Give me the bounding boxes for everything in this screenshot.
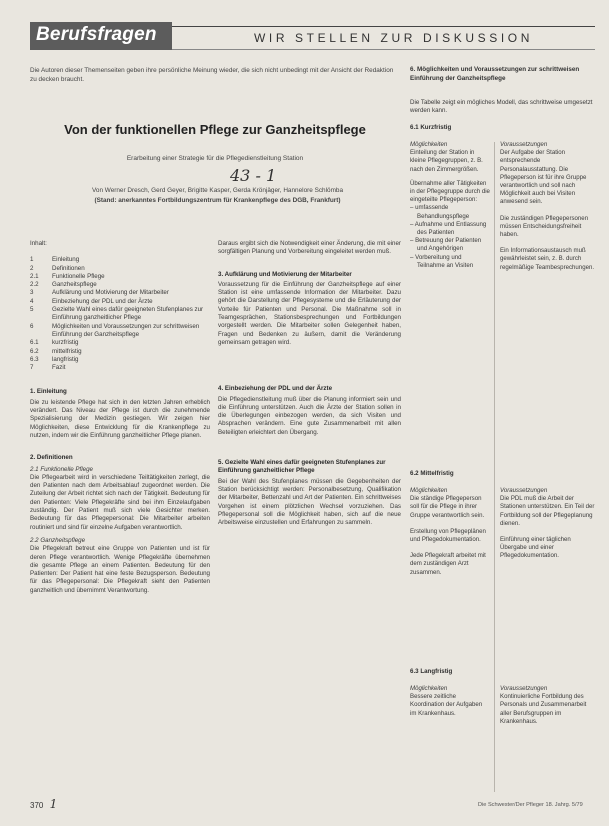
s62-heading: 6.2 Mittelfristig	[410, 470, 454, 477]
s4-text: Die Pflegedienstleitung muß über die Planung informiert sein und die Einführung unterstützen. Auch die Ärzte der Station sollen in die Überlegungen einbezogen werden, da sich Visiten und Absprachen verändern. Eine gute Zusammenarbeit mit allen Beteiligten erleichtert den Übergang.	[218, 395, 401, 436]
s63-left-text: Bessere zeitliche Koordination der Aufgaben im Krankenhaus.	[410, 693, 483, 717]
toc-item-title: Einbeziehung der PDL und der Ärzte	[52, 297, 153, 305]
s22-text: Die Pflegekraft betreut eine Gruppe von Patienten und ist für deren Pflege verantwortlich. Wenige Pflegekräfte übernehmen die gesamte Pflege an einem Patienten. Bedeutung für den Patienten: Der Patient hat eine feste Bezugsperson. Bedeutung für das Pflegepersonal: Die Pflegekraft sieht den Patienten ganzheitlich und übernimmt Verantwortung.	[30, 545, 210, 594]
s62-right-sub: Voraussetzungen	[500, 487, 548, 494]
s2-heading: 2. Definitionen	[30, 454, 73, 462]
journal-citation: Die Schwester/Der Pfleger 18. Jahrg. 5/79	[478, 802, 583, 808]
s61-right-text: Der Aufgabe der Station entsprechende Personalausstattung. Die Pflegeperson ist für ihre Gruppe verantwortlich und soll nach Möglichkeit auch bei Visiten anwesend sein.	[500, 149, 587, 206]
toc-item	[30, 298, 210, 306]
article-subtitle: Erarbeitung einer Strategie für die Pflegedienstleitung Station	[126, 155, 304, 162]
s63-heading: 6.3 Langfristig	[410, 668, 453, 675]
toc-item	[30, 348, 210, 356]
s5-heading: 5. Gezielte Wahl eines dafür geeigneten Stufenplanes zur Einführung ganzheitlicher Pflege	[218, 459, 386, 475]
toc-item-title: Funktionelle Pflege	[52, 272, 105, 280]
toc-item-number: 5	[30, 306, 34, 314]
toc-item-number: 1	[30, 256, 34, 264]
toc-item	[30, 256, 210, 264]
series-title: WIR STELLEN ZUR DISKUSSION	[254, 31, 533, 45]
toc-item-number: 6.2	[30, 347, 39, 355]
authors-block	[30, 186, 405, 206]
toc-item-title: mittelfristig	[52, 347, 82, 355]
s61-right	[500, 138, 596, 272]
s1-heading: 1. Einleitung	[30, 388, 67, 396]
s62-right-text: Die PDL muß die Arbeit der Stationen unterstützen. Ein Teil der Fortbildung soll der Pflegeplanung dienen.	[500, 495, 595, 527]
toc-item-title: langfristig	[52, 355, 79, 363]
toc-item	[30, 306, 210, 323]
toc-item-title: Gezielte Wahl eines dafür geeigneten Stufenplanes zur Einführung ganzheitlicher Pflege	[52, 306, 204, 322]
s62-left	[410, 484, 490, 577]
s6-intro: Die Tabelle zeigt ein mögliches Modell, das schrittweise umgesetzt werden kann.	[410, 99, 593, 115]
toc-item	[30, 323, 210, 340]
s3-heading: 3. Aufklärung und Motivierung der Mitarbeiter	[218, 270, 352, 278]
toc-item-number: 4	[30, 297, 34, 305]
s63-right-sub: Voraussetzungen	[500, 685, 548, 692]
s63-left	[410, 682, 490, 718]
page-number: 370	[30, 801, 44, 810]
s62-left-text: Die ständige Pflegeperson soll für die Pflege in ihrer Gruppe verantwortlich sein.	[410, 495, 485, 519]
s63-left-sub: Möglichkeiten	[410, 685, 448, 692]
section-label: Berufsfragen	[36, 24, 157, 45]
page-footer	[30, 797, 57, 811]
s61-left-list	[410, 204, 490, 270]
authors: Von Werner Dresch, Gerd Geyer, Brigitte Kasper, Gerda Krönjäger, Hannelore Schlömba	[91, 187, 344, 194]
list-item: – Betreuung der Patienten und Angehörigen	[417, 237, 490, 253]
toc-item-number: 7	[30, 364, 34, 372]
s1-text: Die zu leistende Pflege hat sich in den letzten Jahren erheblich verändert. Das Niveau der Pflege ist durch die zunehmende Spezialisierung der Medizin gestiegen. Wir zeigen hier Möglichkeiten, diese Entwicklung für die Krankenpflege zu nutzen, indem wir die Einführung ganzheitlicher Pflege planen.	[30, 398, 210, 439]
s63-right-text: Kontinuierliche Fortbildung des Personals und Zusammenarbeit aller Berufsgruppen im Krankenhaus.	[500, 693, 587, 725]
toc-item-title: Fazit	[52, 364, 66, 372]
s5-text: Bei der Wahl des Stufenplanes müssen die Gegebenheiten der Station berücksichtigt werden: Personalbesetzung, Qualifikation der Mitarbeiter, Bettenzahl und Art der Patienten. Ein schrittweises Vorgehen ist einem plötzlichen Wechsel vorzuziehen. Das Pflegepersonal soll die Möglichkeit haben, sich auf die neue Arbeitsweise einzustellen und Erfahrungen zu sammeln.	[218, 477, 401, 527]
header-rule-bottom	[172, 49, 595, 50]
s3-text: Voraussetzung für die Einführung der Ganzheitspflege auf einer Station ist eine umfassende Information der Mitarbeiter. Dazu gehört die Darstellung der Pflegesysteme und die Erläuterung der Vorteile für Patienten und Personal. Die Maßnahme soll in Teamgesprächen, Stationsbesprechungen und Fortbildungen vorgestellt werden. Die Mitarbeiter sollen Gelegenheit haben, Fragen und Bedenken zu äußern, damit die Veränderung gemeinsam getragen wird.	[218, 280, 401, 346]
toc-item-title: kurzfristig	[52, 339, 79, 347]
toc-item-number: 6.3	[30, 355, 39, 363]
s22-heading: 2.2 Ganzheitspflege	[30, 536, 86, 544]
s61-left	[410, 138, 490, 270]
institution: (Stand: anerkanntes Fortbildungszentrum für Krankenpflege des DGB, Frankfurt)	[94, 197, 341, 204]
toc-item-title: Definitionen	[52, 264, 85, 272]
toc-item	[30, 289, 210, 297]
s21-heading: 2.1 Funktionelle Pflege	[30, 465, 93, 473]
s62-left-sub: Möglichkeiten	[410, 487, 448, 494]
s61-right-sub: Voraussetzungen	[500, 141, 548, 148]
list-item: – umfassende Behandlungspflege	[417, 204, 490, 220]
toc-item	[30, 356, 210, 364]
column-middle	[218, 240, 401, 528]
section-label-box	[30, 22, 172, 50]
s61-left-text: Einteilung der Station in kleine Pflegegruppen, z. B. nach den Zimmergrößen.	[410, 149, 483, 173]
col2-intro: Daraus ergibt sich die Notwendigkeit einer Änderung, die mit einer sorgfältigen Planung und Vorbereitung eingeleitet werden muß.	[218, 240, 401, 256]
toc	[30, 256, 210, 372]
s62-right	[500, 484, 596, 561]
footer-handwritten: 1	[49, 797, 58, 811]
toc-item-title: Aufklärung und Motivierung der Mitarbeiter	[52, 289, 169, 297]
toc-item-number: 6	[30, 322, 34, 330]
s63-right	[500, 682, 596, 726]
toc-label: Inhalt:	[30, 240, 47, 247]
disclaimer: Die Autoren dieser Themenseiten geben ihre persönliche Meinung wieder, die sich nicht unbedingt mit der Ansicht der Redaktion zu decken braucht.	[30, 67, 394, 83]
toc-item	[30, 364, 210, 372]
header-rule-top	[172, 26, 595, 27]
toc-item-title: Einleitung	[52, 256, 80, 264]
toc-item-number: 2.2	[30, 281, 39, 289]
list-item: – Vorbereitung und Teilnahme an Visiten	[417, 254, 490, 270]
toc-item-title: Ganzheitspflege	[52, 281, 97, 289]
list-item: – Aufnahme und Entlassung des Patienten	[417, 221, 490, 237]
s4-heading: 4. Einbeziehung der PDL und der Ärzte	[218, 385, 333, 393]
s6-heading: 6. Möglichkeiten und Voraussetzungen zur schrittweisen Einführung der Ganzheitspflege	[410, 66, 580, 82]
toc-item-title: Möglichkeiten und Voraussetzungen zur schrittweisen Einführung der Ganzheitspflege	[52, 322, 200, 338]
s62-left-text3: Jede Pflegekraft arbeitet mit dem zuständigen Arzt zusammen.	[410, 552, 486, 576]
toc-item-number: 2	[30, 264, 34, 272]
s61-left-text2: Übernahme aller Tätigkeiten in der Pflegegruppe durch die eingeteilte Pflegeperson:	[410, 179, 490, 204]
toc-item-number: 6.1	[30, 339, 39, 347]
s61-right-text3: Ein Informationsaustausch muß gewährleistet sein, z. B. durch regelmäßige Teambesprechungen.	[500, 247, 595, 271]
handwritten-note: 43 - 1	[230, 166, 277, 185]
toc-item	[30, 281, 210, 289]
article-title: Von der funktionellen Pflege zur Ganzheitspflege	[64, 122, 366, 137]
column-left	[30, 240, 210, 596]
toc-item	[30, 265, 210, 273]
s62-left-text2: Erstellung von Pflegeplänen und Pflegedokumentation.	[410, 527, 486, 544]
toc-item-number: 2.1	[30, 272, 39, 280]
toc-item	[30, 273, 210, 281]
table-divider	[494, 142, 495, 792]
toc-item-number: 3	[30, 289, 34, 297]
s61-heading: 6.1 Kurzfristig	[410, 124, 452, 131]
s61-right-text2: Die zuständigen Pflegepersonen müssen Entscheidungsfreiheit haben.	[500, 214, 589, 239]
s62-right-text2: Einführung einer täglichen Übergabe und einer Pflegedokumentation.	[500, 536, 571, 560]
toc-item	[30, 339, 210, 347]
s21-text: Die Pflegearbeit wird in verschiedene Teiltätigkeiten zerlegt, die den Patienten nach dem Arbeitsablauf zugeordnet werden. Die Zuteilung der Arbeit richtet sich nach der Tätigkeit. Bedeutung für den Patienten: Viele Pflegekräfte sind bei ihm Einzelaufgaben zuständig. Der Patient muß sich viele Gesichter merken. Bedeutung für das Pflegepersonal: Die Mitarbeiter arbeiten routiniert und sind für einzelne Aufgaben verantwortlich.	[30, 473, 210, 531]
s61-left-sub: Möglichkeiten	[410, 141, 448, 148]
